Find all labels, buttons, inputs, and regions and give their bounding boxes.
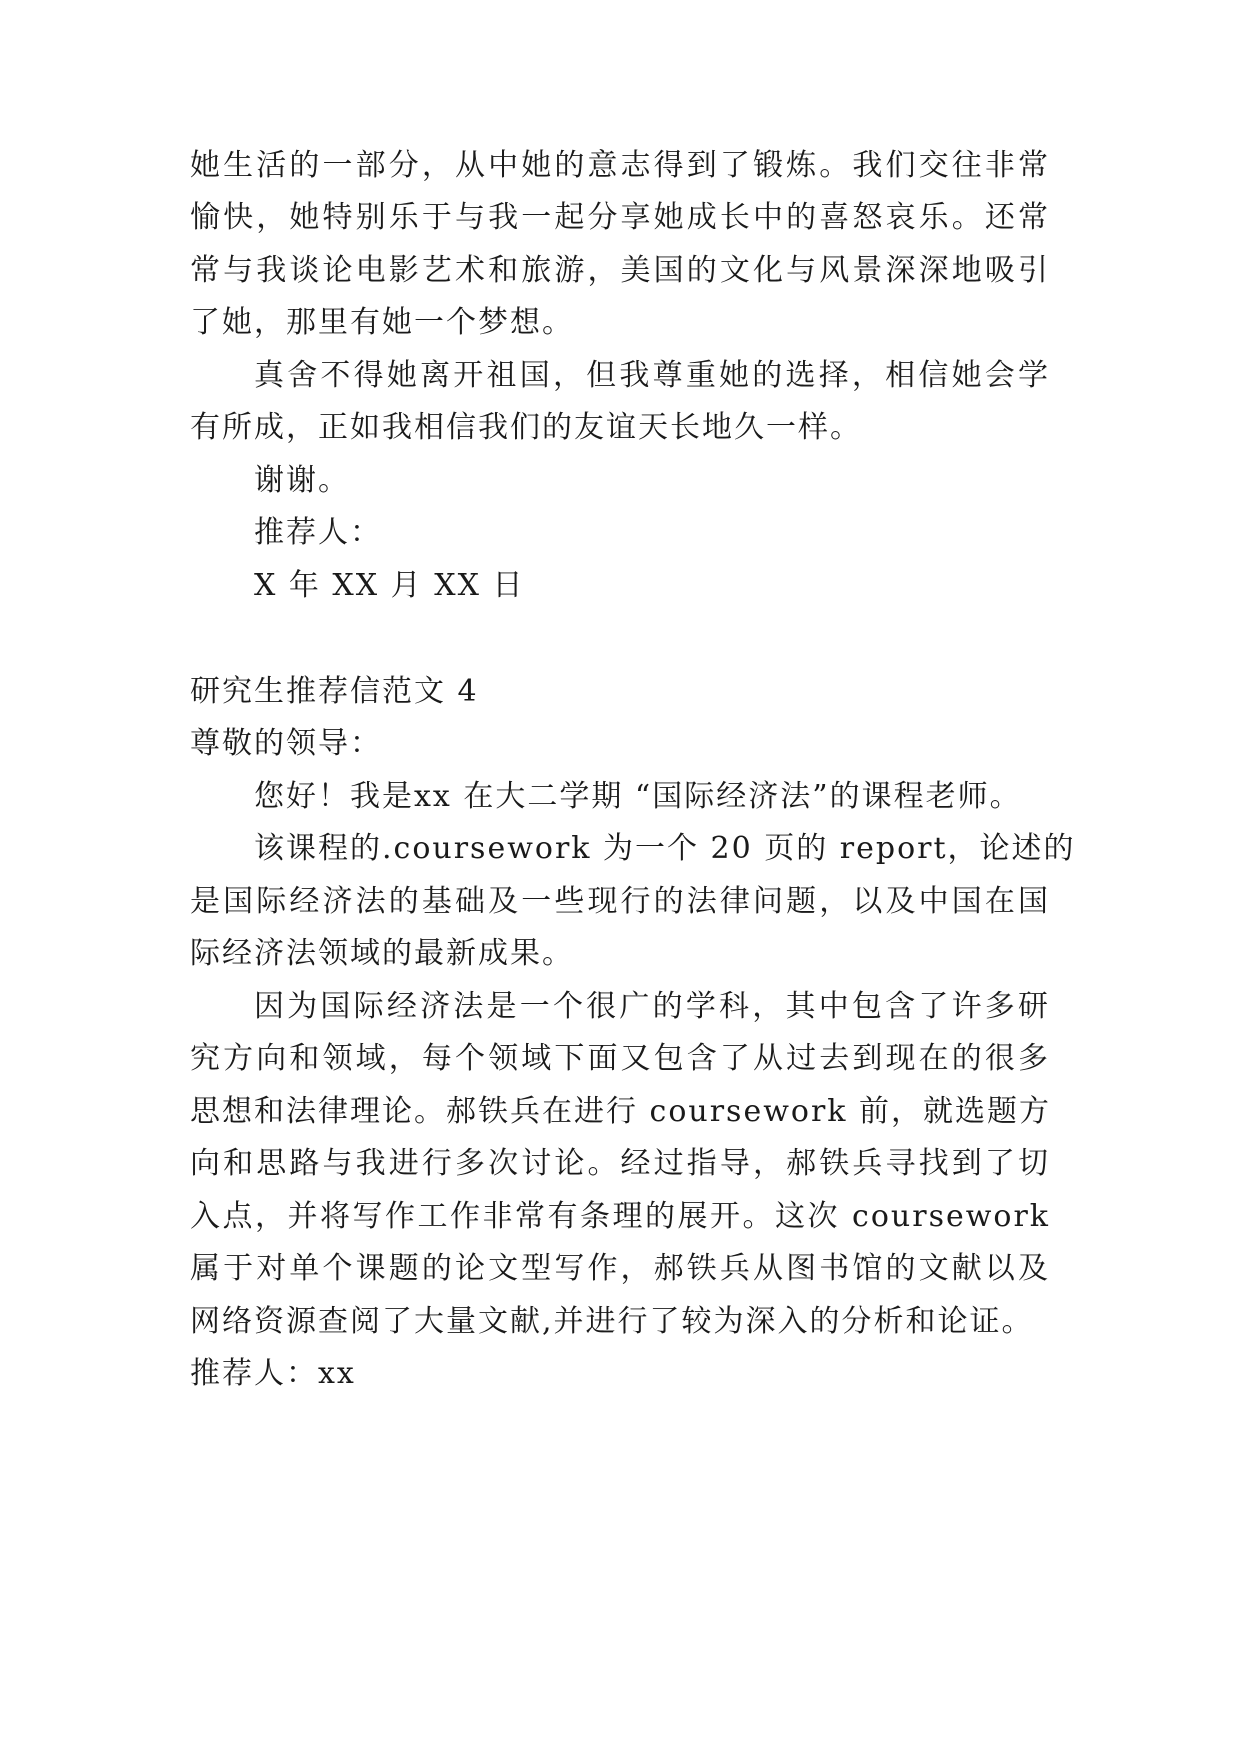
paragraph-line: 她生活的一部分，从中她的意志得到了锻炼。我们交往非常: [190, 148, 1050, 183]
paragraph-line: 究方向和领域，每个领域下面又包含了从过去到现在的很多: [190, 1041, 1050, 1076]
paragraph-line: 属于对单个课题的论文型写作，郝铁兵从图书馆的文献以及: [190, 1251, 1050, 1286]
paragraph-line: 常与我谈论电影艺术和旅游，美国的文化与风景深深地吸引: [190, 253, 1050, 288]
paragraph-line: 愉快，她特别乐于与我一起分享她成长中的喜怒哀乐。还常: [190, 200, 1050, 235]
paragraph-line: 际经济法领域的最新成果。: [190, 936, 574, 971]
salutation: 尊敬的领导：: [190, 726, 382, 761]
paragraph-line: 真舍不得她离开祖国，但我尊重她的选择，相信她会学: [254, 358, 1050, 393]
recommender-signature: 推荐人：xx: [190, 1356, 356, 1391]
recommender-label: 推荐人：: [254, 515, 382, 550]
paragraph-line: 向和思路与我进行多次讨论。经过指导，郝铁兵寻找到了切: [190, 1146, 1050, 1181]
paragraph-line: 是国际经济法的基础及一些现行的法律问题，以及中国在国: [190, 884, 1050, 919]
paragraph-line: 该课程的.coursework 为一个 20 页的 report，论述的: [254, 831, 1076, 866]
section-heading: 研究生推荐信范文 4: [190, 674, 479, 709]
paragraph-line: 思想和法律理论。郝铁兵在进行 coursework 前，就选题方: [190, 1094, 1052, 1129]
paragraph-line: 您好！我是xx 在大二学期 “国际经济法”的课程老师。: [254, 779, 1022, 814]
letter-date: X 年 XX 月 XX 日: [254, 568, 525, 603]
paragraph-line: 了她，那里有她一个梦想。: [190, 305, 574, 340]
paragraph-line: 因为国际经济法是一个很广的学科，其中包含了许多研: [254, 989, 1050, 1024]
paragraph-line: 有所成，正如我相信我们的友谊天长地久一样。: [190, 410, 862, 445]
paragraph-line: 网络资源查阅了大量文献,并进行了较为深入的分析和论证。: [190, 1304, 1034, 1339]
paragraph-line: 入点，并将写作工作非常有条理的展开。这次 coursework: [190, 1199, 1050, 1234]
closing-thanks: 谢谢。: [254, 463, 350, 498]
